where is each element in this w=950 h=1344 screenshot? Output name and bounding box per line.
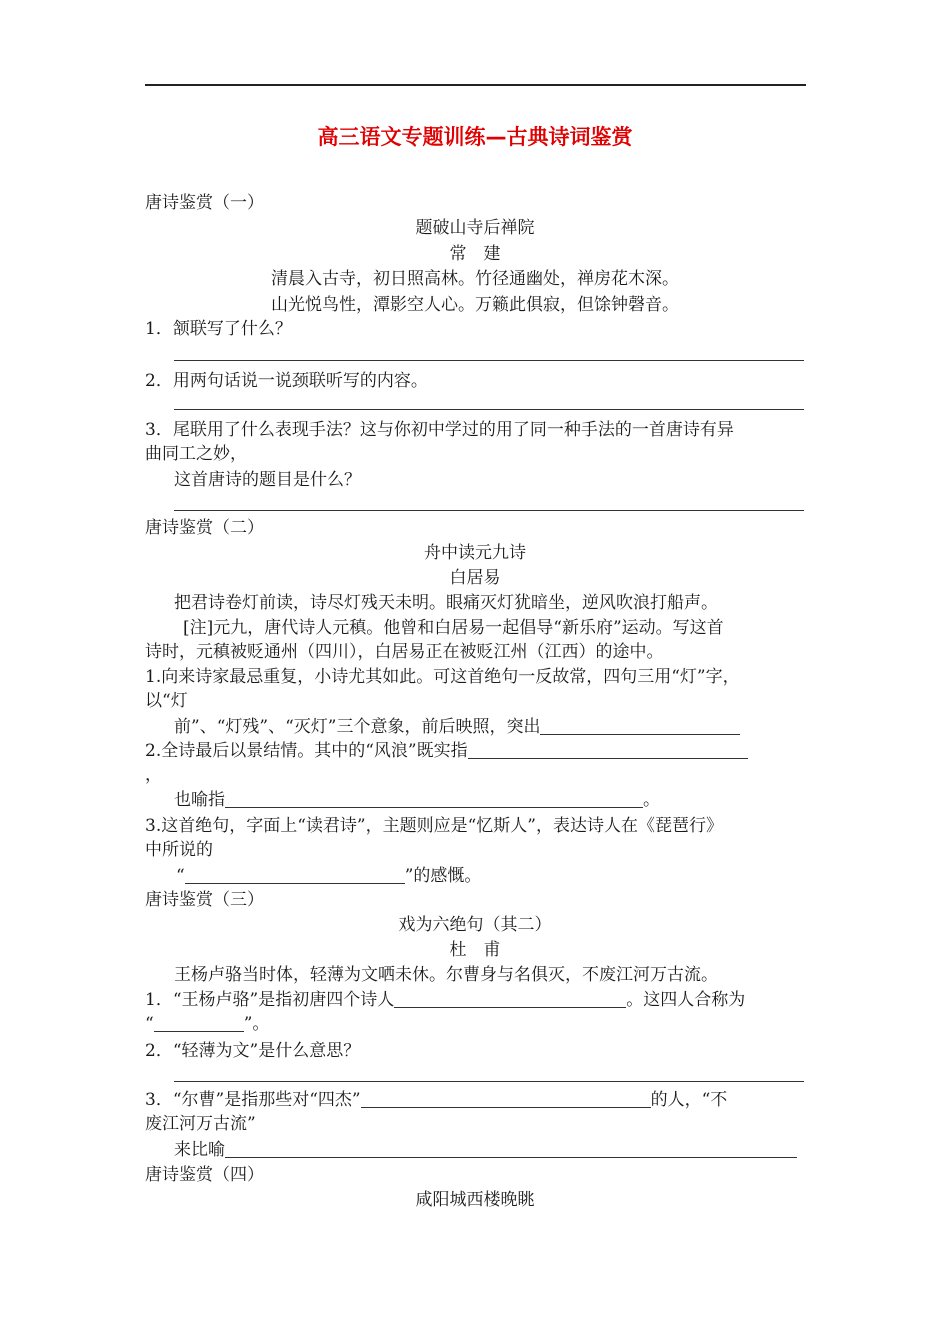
answer-blank[interactable]: [225, 1141, 797, 1158]
section-2-question-1-line-2: 以“灯: [145, 691, 188, 711]
section-1-question-2: 2．用两句话说一说颈联听写的内容。: [145, 371, 428, 391]
section-3-question-3-line-3: 来比喻: [174, 1138, 797, 1162]
answer-blank[interactable]: [540, 718, 740, 735]
section-1-question-3-line-2: 曲同工之妙，: [145, 444, 247, 464]
section-3-question-1-line-1: 1．“王杨卢骆”是指初唐四个诗人 。这四人合称为: [145, 990, 746, 1010]
section-3-author: 杜 甫: [449, 940, 501, 960]
section-2-author: 白居易: [449, 568, 501, 588]
section-2-heading: 唐诗鉴赏（二）: [145, 518, 264, 538]
section-1-question-3-line-1: 3．尾联用了什么表现手法？这与你初中学过的用了同一种手法的一首唐诗有异: [145, 420, 734, 440]
section-2-poem-title: 舟中读元九诗: [424, 543, 526, 563]
answer-blank[interactable]: [361, 1091, 651, 1108]
answer-blank[interactable]: [185, 867, 405, 884]
section-3-question-3-line-2: 废江河万古流”: [145, 1114, 256, 1134]
section-2-question-2-line-2: 也喻指 。: [174, 790, 660, 810]
section-2-question-2-comma: ，: [145, 765, 162, 785]
section-2-question-2-line-1: 2.全诗最后以景结情。其中的“风浪”既实指: [145, 739, 748, 763]
answer-line[interactable]: [174, 510, 804, 511]
answer-blank[interactable]: [225, 791, 643, 808]
section-2-note-line-2: 诗时，元稹被贬通州（四川），白居易正在被贬江州（江西）的途中。: [145, 642, 664, 662]
section-3-question-1-line-2: “ ”。: [145, 1014, 270, 1034]
section-4-poem-title: 咸阳城西楼晚眺: [415, 1190, 535, 1210]
section-2-question-3-line-1: 3.这首绝句，字面上“读君诗”，主题则应是“忆斯人”，表达诗人在《琵琶行》: [145, 816, 723, 836]
answer-line[interactable]: [174, 1081, 804, 1082]
section-2-question-3-line-3: “ ”的感慨。: [176, 866, 482, 886]
section-2-question-3-line-2: 中所说的: [145, 840, 213, 860]
section-1-author: 常 建: [449, 244, 501, 264]
section-3-poem-line: 王杨卢骆当时体，轻薄为文哂未休。尔曹身与名俱灭，不废江河万古流。: [174, 965, 718, 985]
top-rule: [145, 84, 806, 86]
section-1-poem-line-1: 清晨入古寺，初日照高林。竹径通幽处，禅房花木深。: [271, 269, 679, 289]
section-2-poem-line: 把君诗卷灯前读，诗尽灯残天未明。眼痛灭灯犹暗坐，逆风吹浪打船声。: [174, 593, 718, 613]
answer-line[interactable]: [174, 409, 804, 410]
answer-blank[interactable]: [154, 1015, 244, 1032]
section-2-note-line-1: [注]元九，唐代诗人元稹。他曾和白居易一起倡导“新乐府”运动。写这首: [183, 618, 724, 638]
section-3-heading: 唐诗鉴赏（三）: [145, 890, 264, 910]
section-3-question-2: 2．“轻薄为文”是什么意思？: [145, 1041, 361, 1061]
answer-line[interactable]: [174, 360, 804, 361]
section-1-question-3-line-3: 这首唐诗的题目是什么？: [174, 470, 361, 490]
section-1-poem-line-2: 山光悦鸟性，潭影空人心。万籁此俱寂，但馀钟磬音。: [271, 295, 679, 315]
answer-blank[interactable]: [394, 991, 626, 1008]
section-1-poem-title: 题破山寺后禅院: [415, 218, 535, 238]
section-2-question-1-line-3: 前”、“灯残”、“灭灯”三个意象，前后映照，突出: [174, 715, 740, 739]
section-1-question-1: 1．颔联写了什么？: [145, 319, 292, 339]
section-1-heading: 唐诗鉴赏（一）: [145, 193, 264, 213]
section-3-question-3-line-1: 3．“尔曹”是指那些对“四杰” 的人，“不: [145, 1090, 728, 1110]
section-2-question-1-line-1: 1.向来诗家最忌重复，小诗尤其如此。可这首绝句一反故常，四句三用“灯”字，: [145, 667, 740, 687]
answer-blank[interactable]: [468, 742, 748, 759]
page-title: 高三语文专题训练—古典诗词鉴赏: [317, 125, 633, 149]
section-4-heading: 唐诗鉴赏（四）: [145, 1165, 264, 1185]
section-3-poem-title: 戏为六绝句（其二）: [398, 915, 552, 935]
